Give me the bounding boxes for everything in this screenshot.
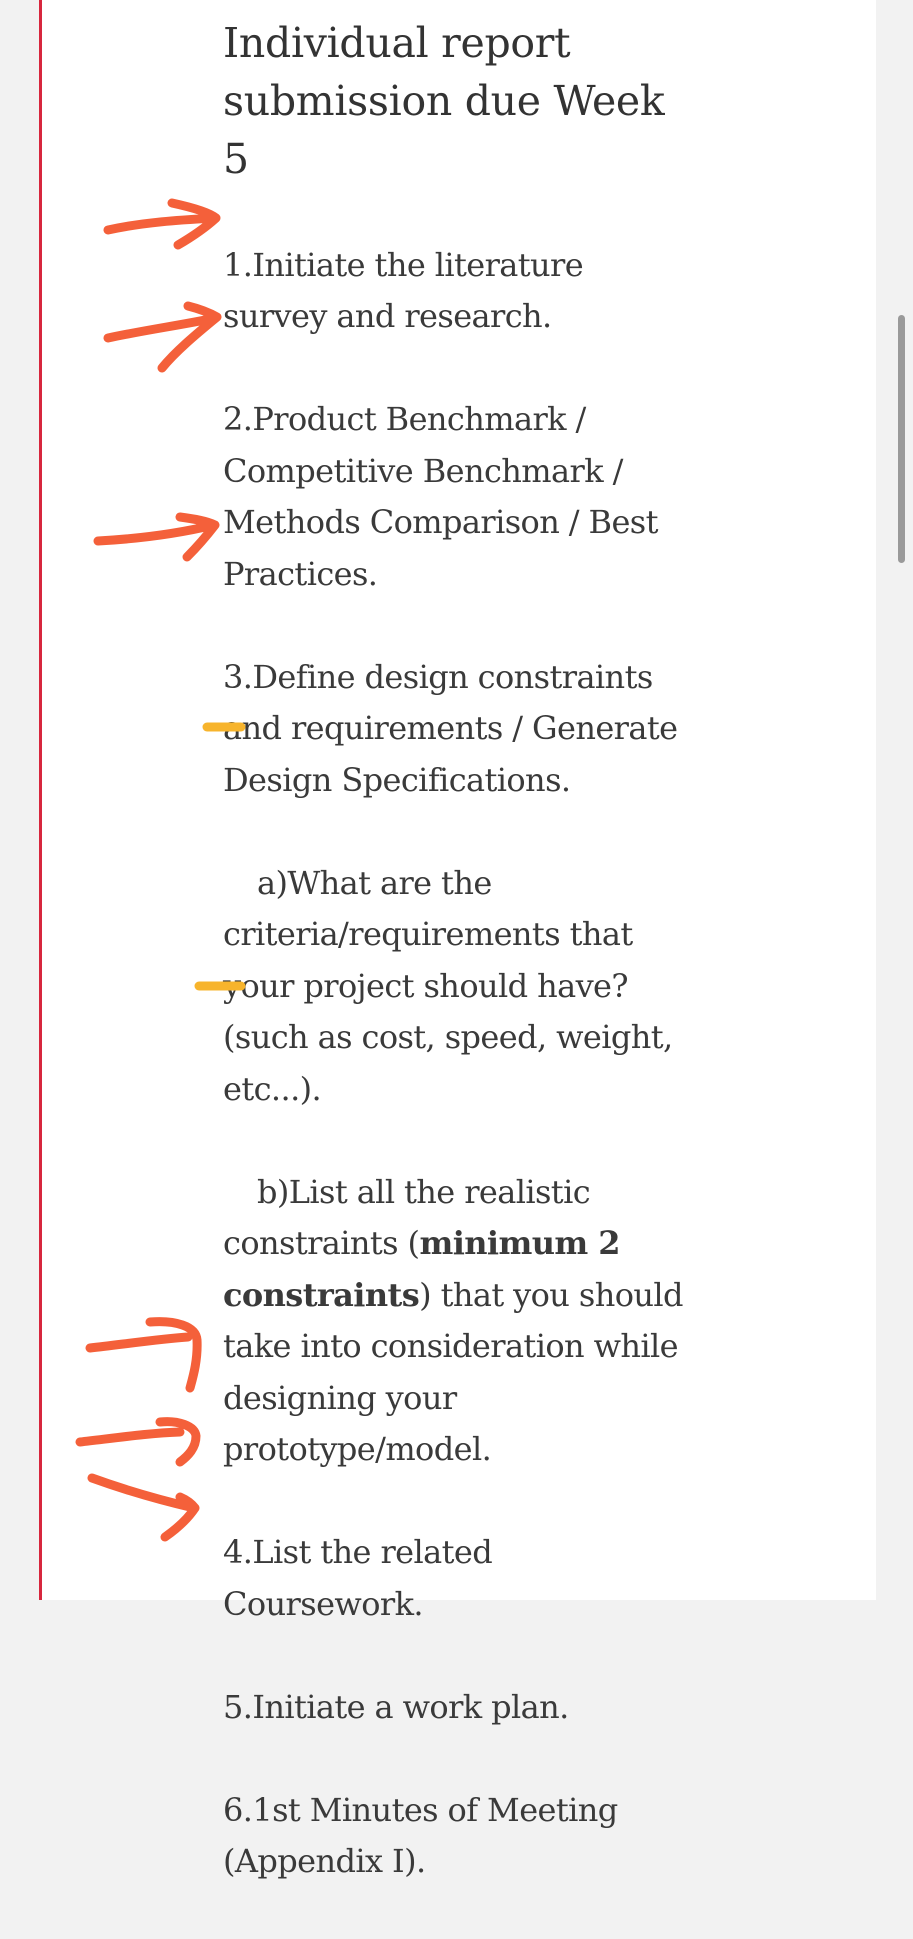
task-subitem-b-text-start: b)List all the realistic constraints ( [223,1172,591,1262]
task-subitem-a: a)What are the criteria/requirements that your project should have? (such as cost, speed, weight, etc...). [223,863,673,1108]
scrollbar-track[interactable] [876,0,913,1600]
left-accent-border [39,0,42,1600]
assignment-text [223,14,683,1939]
task-subitem-b-text-end: ) that you should take into consideration while designing your prototype/model. [223,1275,683,1468]
task-item-5: 5.Initiate a work plan. [223,1687,569,1726]
task-item-6: 6.1st Minutes of Meeting (Appendix I). [223,1790,618,1880]
task-subitem-b-bold: minimum 2 constraints [223,1224,620,1314]
task-item-2: 2.Product Benchmark / Competitive Benchmark / Methods Comparison / Best Practices. [223,400,658,593]
task-item-4: 4.List the related Coursework. [223,1533,493,1623]
page-title: Individual report submission due Week 5 [223,19,665,183]
task-list [223,188,683,1939]
task-item-3: 3.Define design constraints and requirements / Generate Design Specifications. [223,657,678,799]
task-subitem-b [223,1167,683,1476]
task-item-1: 1.Initiate the literature survey and research. [223,245,584,335]
scrollbar-thumb[interactable] [898,315,905,563]
